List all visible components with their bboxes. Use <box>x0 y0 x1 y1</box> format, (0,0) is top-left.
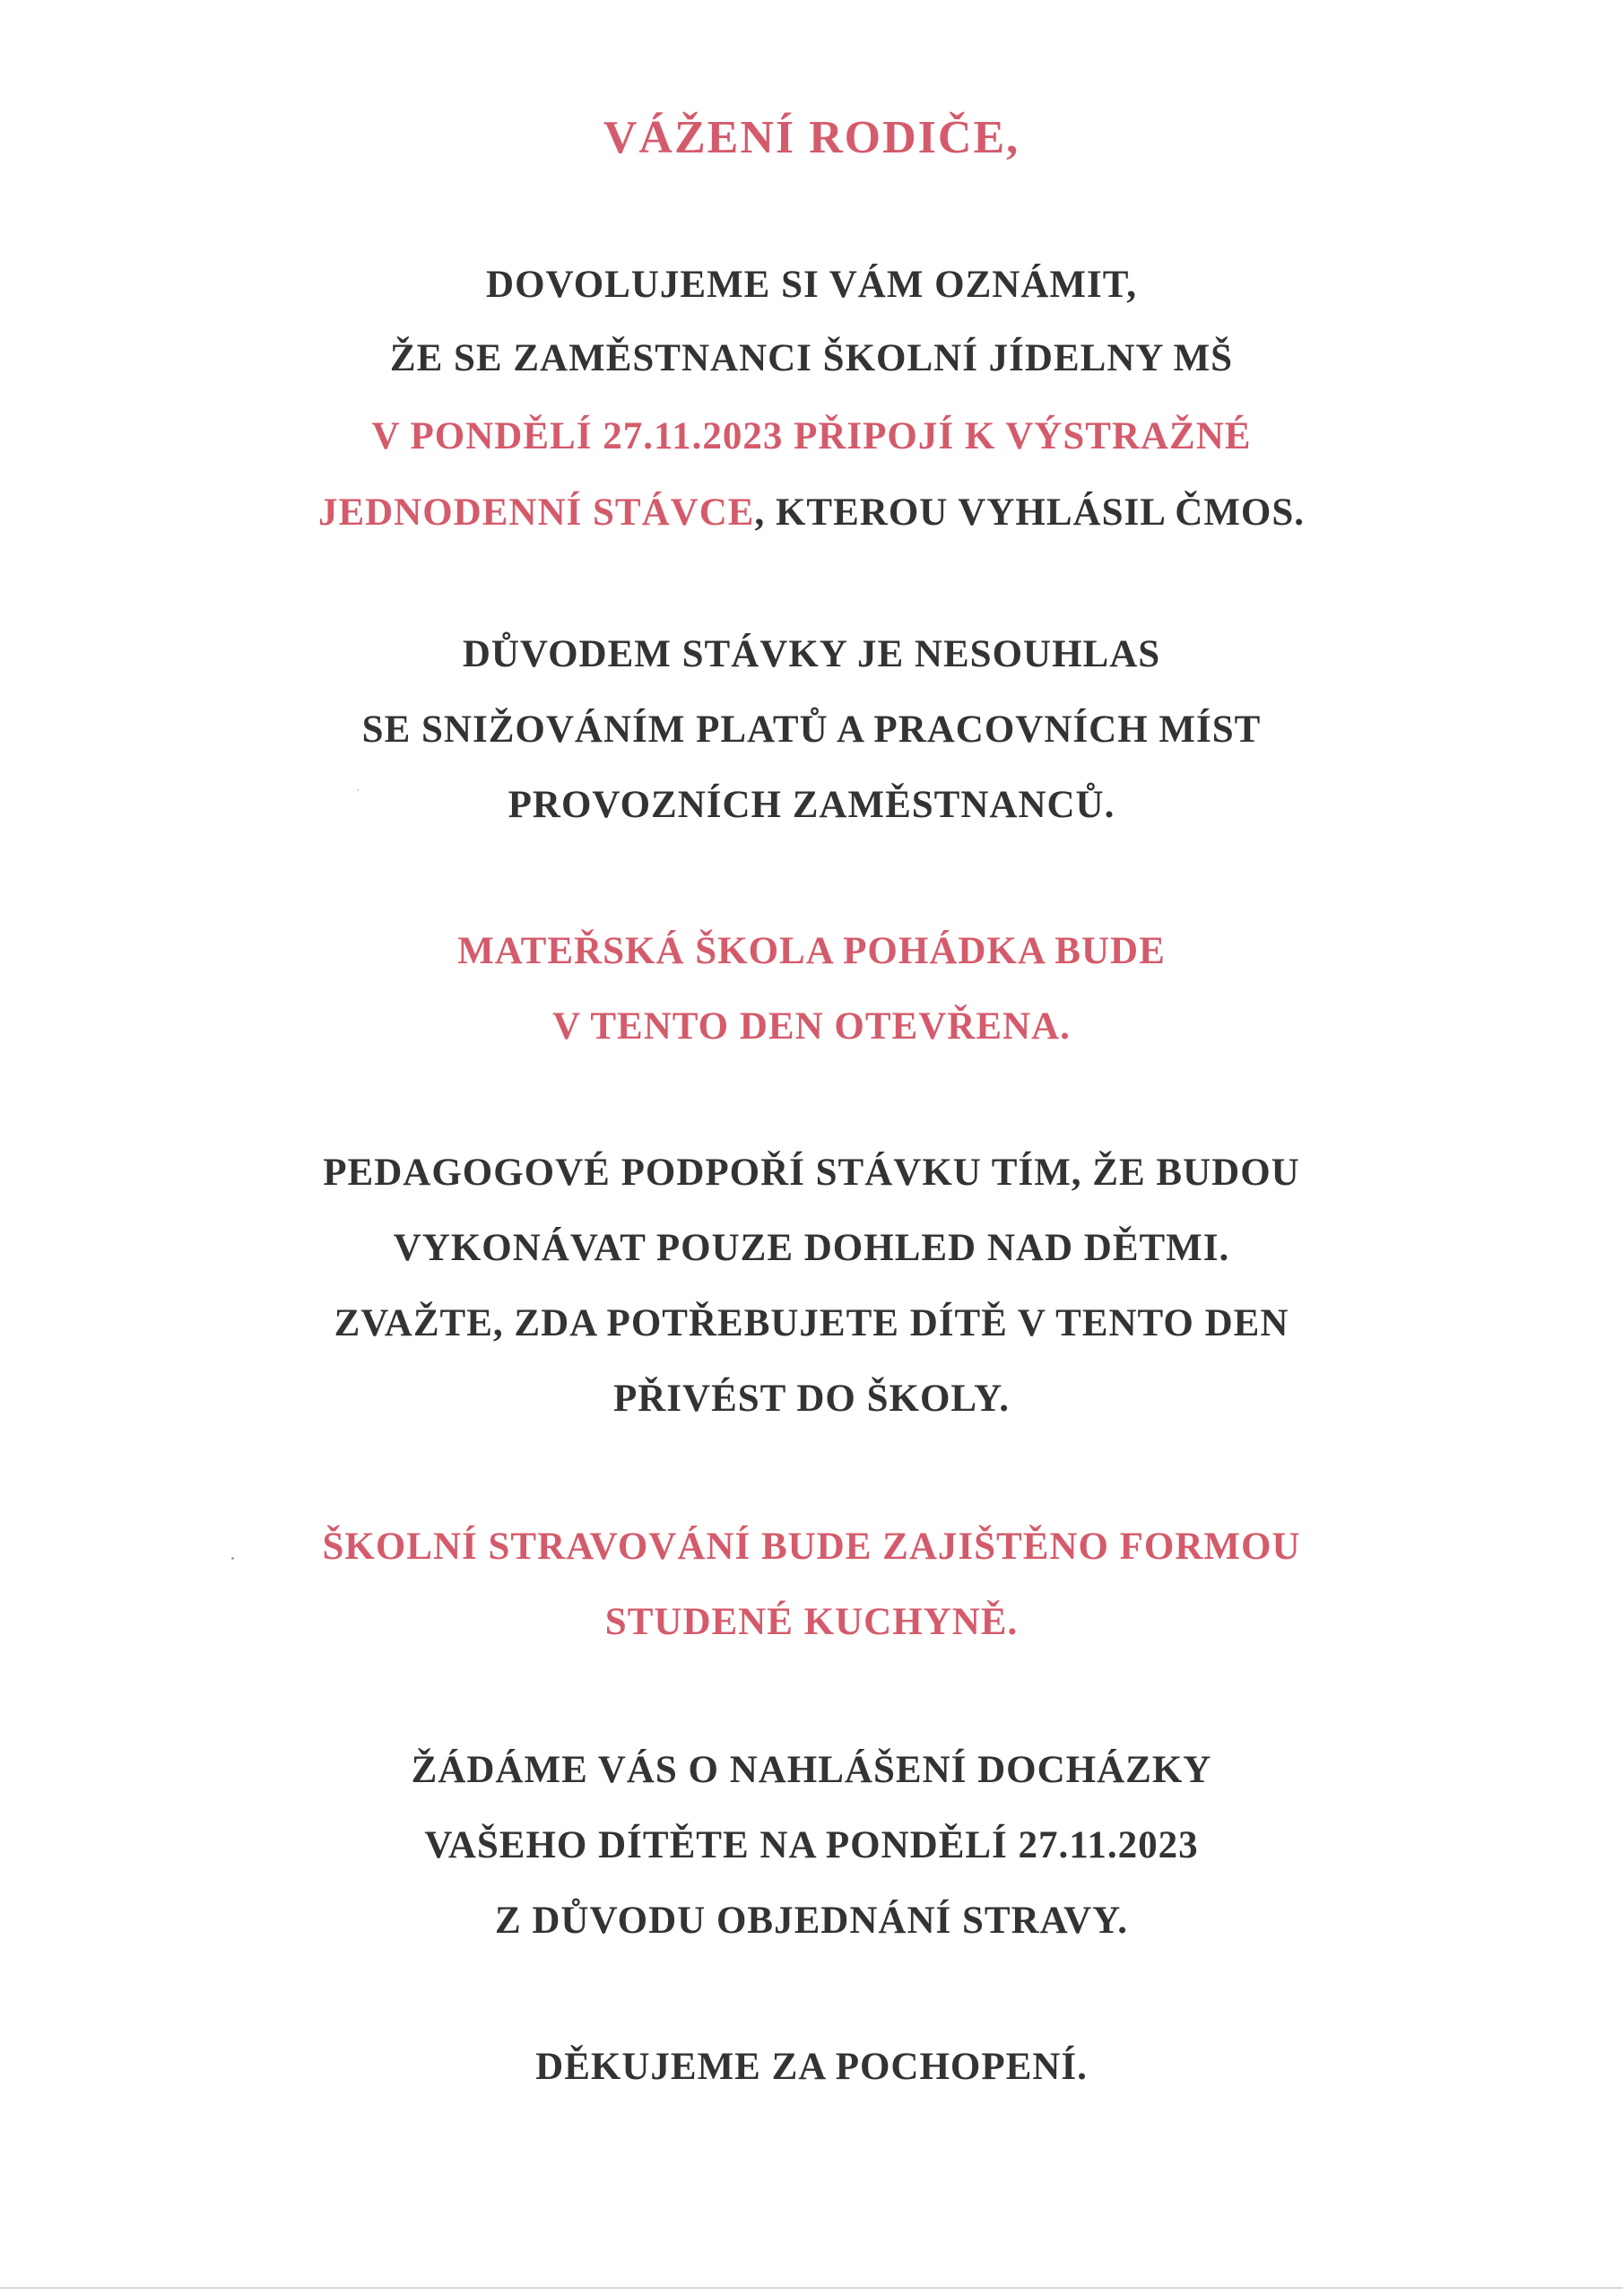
strike-announcement-highlight: JEDNODENNÍ STÁVCE <box>317 491 755 534</box>
paragraph-4-line-3: ZVAŽTE, ZDA POTŘEBUJETE DÍTĚ V TENTO DEN <box>334 1302 1289 1344</box>
strike-announcement-rest: , KTEROU VYHLÁSIL ČMOS. <box>754 491 1306 534</box>
paragraph-2-line-3: PROVOZNÍCH ZAMĚSTNANCŮ. <box>508 784 1115 826</box>
paragraph-1-line-4 <box>0 488 1623 538</box>
closing-line: DĚKUJEME ZA POCHOPENÍ. <box>535 2046 1088 2088</box>
paragraph-5-line-1: ŠKOLNÍ STRAVOVÁNÍ BUDE ZAJIŠTĚNO FORMOU <box>322 1526 1301 1568</box>
paragraph-4-line-4: PŘIVÉST DO ŠKOLY. <box>612 1378 1010 1420</box>
notice-title: VÁŽENÍ RODIČE, <box>603 112 1020 163</box>
scan-speck <box>357 789 359 791</box>
paragraph-3-line-1: MATEŘSKÁ ŠKOLA POHÁDKA BUDE <box>457 930 1166 972</box>
scan-speck <box>231 1557 234 1560</box>
paragraph-4-line-2: VYKONÁVAT POUZE DOHLED NAD DĚTMI. <box>393 1227 1230 1269</box>
paragraph-1-line-3: V PONDĚLÍ 27.11.2023 PŘIPOJÍ K VÝSTRAŽNÉ <box>371 415 1252 457</box>
paragraph-2-line-2: SE SNIŽOVÁNÍM PLATŮ A PRACOVNÍCH MÍST <box>361 709 1262 751</box>
paragraph-4-line-1: PEDAGOGOVÉ PODPOŘÍ STÁVKU TÍM, ŽE BUDOU <box>323 1152 1300 1194</box>
paragraph-1-line-1: DOVOLUJEME SI VÁM OZNÁMIT, <box>486 264 1137 306</box>
paragraph-6-line-2: VAŠEHO DÍTĚTE NA PONDĚLÍ 27.11.2023 <box>424 1824 1199 1866</box>
paragraph-3-line-2: V TENTO DEN OTEVŘENA. <box>552 1005 1071 1048</box>
paragraph-2-line-1: DŮVODEM STÁVKY JE NESOUHLAS <box>462 633 1161 675</box>
paragraph-6-line-1: ŽÁDÁME VÁS O NAHLÁŠENÍ DOCHÁZKY <box>411 1749 1212 1791</box>
scan-edge <box>0 2287 1623 2289</box>
paragraph-6-line-3: Z DŮVODU OBJEDNÁNÍ STRAVY. <box>494 1900 1129 1942</box>
paragraph-5-line-2: STUDENÉ KUCHYNĚ. <box>604 1601 1019 1643</box>
paragraph-1-line-2: ŽE SE ZAMĚSTNANCI ŠKOLNÍ JÍDELNY MŠ <box>389 337 1234 379</box>
